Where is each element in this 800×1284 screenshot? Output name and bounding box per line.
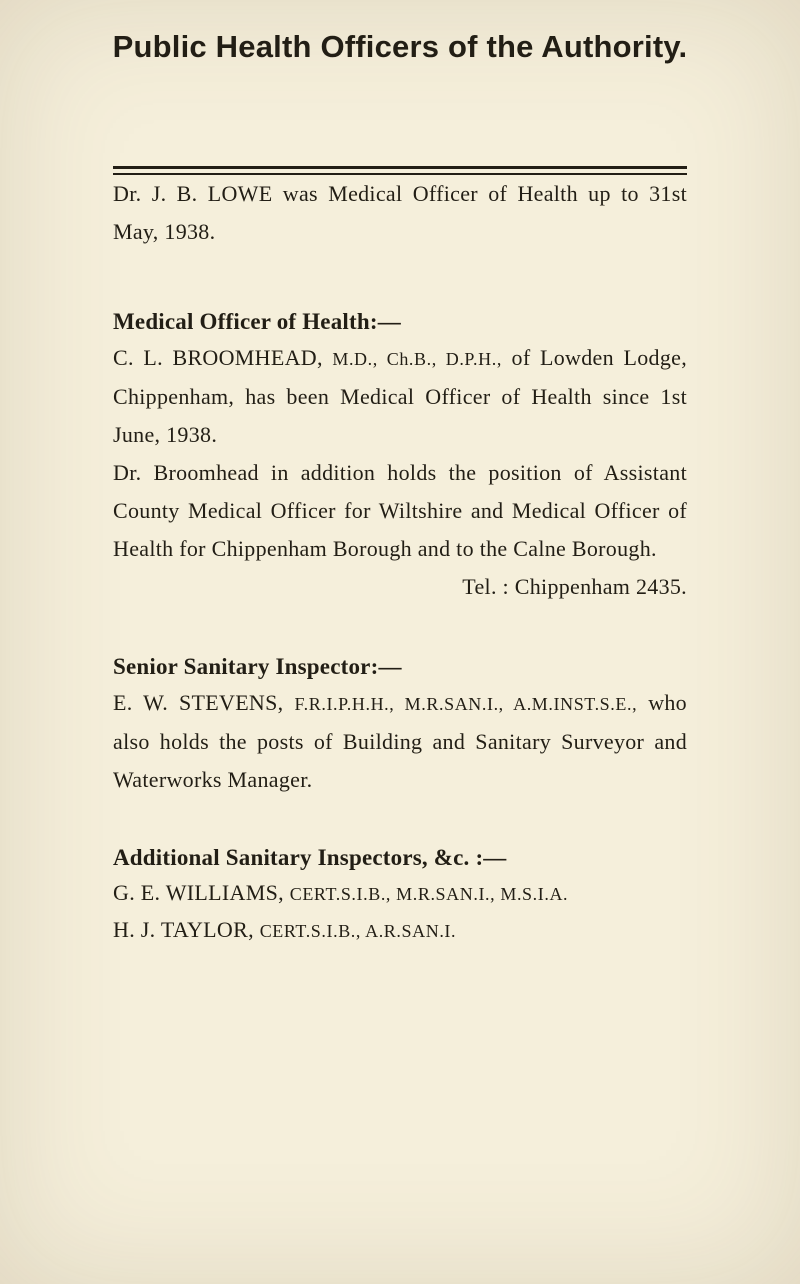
officer-name: G. E. WILLIAMS, xyxy=(113,880,284,905)
page-content xyxy=(113,175,687,949)
section-heading-senior-inspector: Senior Sanitary Inspector:— xyxy=(113,654,402,679)
paragraph-text: of Lowden Lodge, Chippenham, has been Medical Officer of Health since 1st June, 1938. xyxy=(113,345,687,447)
officer-credentials: CERT.S.I.B., M.R.SAN.I., M.S.I.A. xyxy=(289,884,569,904)
section-heading-medical-officer: Medical Officer of Health:— xyxy=(113,309,401,334)
officer-credentials: CERT.S.I.B., A.R.SAN.I. xyxy=(259,921,457,941)
paragraph-text: who also holds the posts of Building and Sanitary Surveyor and Waterworks Manager. xyxy=(113,690,687,792)
officer-name: H. J. TAYLOR, xyxy=(113,917,254,942)
telephone-line: Tel. : Chippenham 2435. xyxy=(462,574,687,599)
title-rule xyxy=(113,166,687,175)
officer-line xyxy=(113,912,687,949)
officer-name: E. W. STEVENS, xyxy=(113,690,284,715)
medical-officer-paragraph-1 xyxy=(113,339,687,454)
section-heading-additional-inspectors: Additional Sanitary Inspectors, &c. :— xyxy=(113,845,507,870)
senior-inspector-paragraph xyxy=(113,684,687,799)
officer-name: C. L. BROOMHEAD, xyxy=(113,345,323,370)
page-title: Public Health Officers of the Authority. xyxy=(112,29,688,64)
medical-officer-paragraph-2: Dr. Broomhead in addition holds the position of Assistant County Medical Officer for Wiltshire and Medical Officer of Health for Chippenham Borough and to the Calne Borough. xyxy=(113,460,687,561)
officer-credentials: F.R.I.P.H.H., M.R.SAN.I., A.M.INST.S.E., xyxy=(294,694,638,714)
intro-paragraph: Dr. J. B. LOWE was Medical Officer of Health up to 31st May, 1938. xyxy=(113,181,687,244)
officer-credentials: M.D., Ch.B., D.P.H., xyxy=(332,349,502,369)
officer-line xyxy=(113,875,687,912)
